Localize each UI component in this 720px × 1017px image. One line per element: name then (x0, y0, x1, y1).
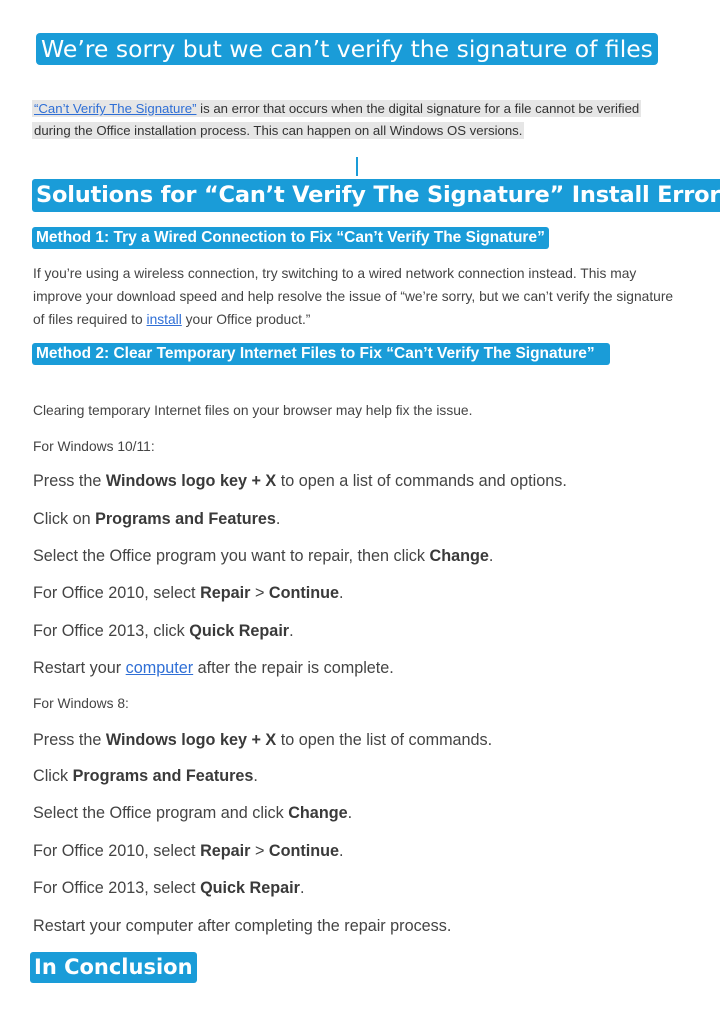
install-link[interactable]: install (146, 312, 182, 327)
intro-paragraph (32, 98, 672, 142)
text-cursor (356, 157, 358, 176)
conclusion-heading: In Conclusion (30, 952, 197, 983)
win8-step-6: Restart your computer after completing the repair process. (33, 917, 452, 935)
win10-step-1: Press the Windows logo key + X to open a list of commands and options. (33, 472, 567, 490)
win8-step-1: Press the Windows logo key + X to open the list of commands. (33, 731, 493, 749)
method2-intro: Clearing temporary Internet files on your browser may help fix the issue. (33, 403, 473, 418)
method1-paragraph (33, 262, 683, 331)
win10-step-5: For Office 2013, click Quick Repair. (33, 622, 294, 640)
win8-step-3: Select the Office program and click Change. (33, 804, 353, 822)
method1-heading: Method 1: Try a Wired Connection to Fix “Can’t Verify The Signature” (32, 227, 549, 249)
win10-step-3: Select the Office program you want to repair, then click Change. (33, 547, 494, 565)
intro-link[interactable]: “Can’t Verify The Signature” (34, 101, 197, 116)
method2-heading (32, 343, 610, 365)
win10-label: For Windows 10/11: (33, 439, 155, 454)
win8-label: For Windows 8: (33, 696, 129, 711)
computer-link[interactable]: computer (125, 659, 194, 677)
win8-step-5: For Office 2013, select Quick Repair. (33, 879, 305, 897)
win10-step-4: For Office 2010, select Repair > Continue. (33, 584, 344, 602)
page-title: We’re sorry but we can’t verify the signature of files (36, 33, 658, 65)
method2-heading-text: Method 2: Clear Temporary Internet Files to Fix “Can’t Verify The Signature” (36, 345, 595, 362)
win8-step-2: Click Programs and Features. (33, 767, 258, 785)
win10-step-6: Restart your computer after the repair is complete. (33, 659, 394, 677)
win8-step-4: For Office 2010, select Repair > Continue. (33, 842, 344, 860)
win10-step-2: Click on Programs and Features. (33, 510, 281, 528)
method1-text-before: If you’re using a wireless connection, try switching to a wired network connection instead. This may improve your download speed and help resolve the issue of “we’re sorry, but we can’t verify the signature of files required to (33, 266, 674, 327)
solutions-heading: Solutions for “Can’t Verify The Signature” Install Error (32, 179, 720, 212)
method1-text-after: your Office product.” (181, 312, 311, 327)
intro-text: is an error that occurs when the digital signature for a file cannot be verified during the Office installation process. This can happen on all Windows OS versions. (34, 101, 640, 138)
